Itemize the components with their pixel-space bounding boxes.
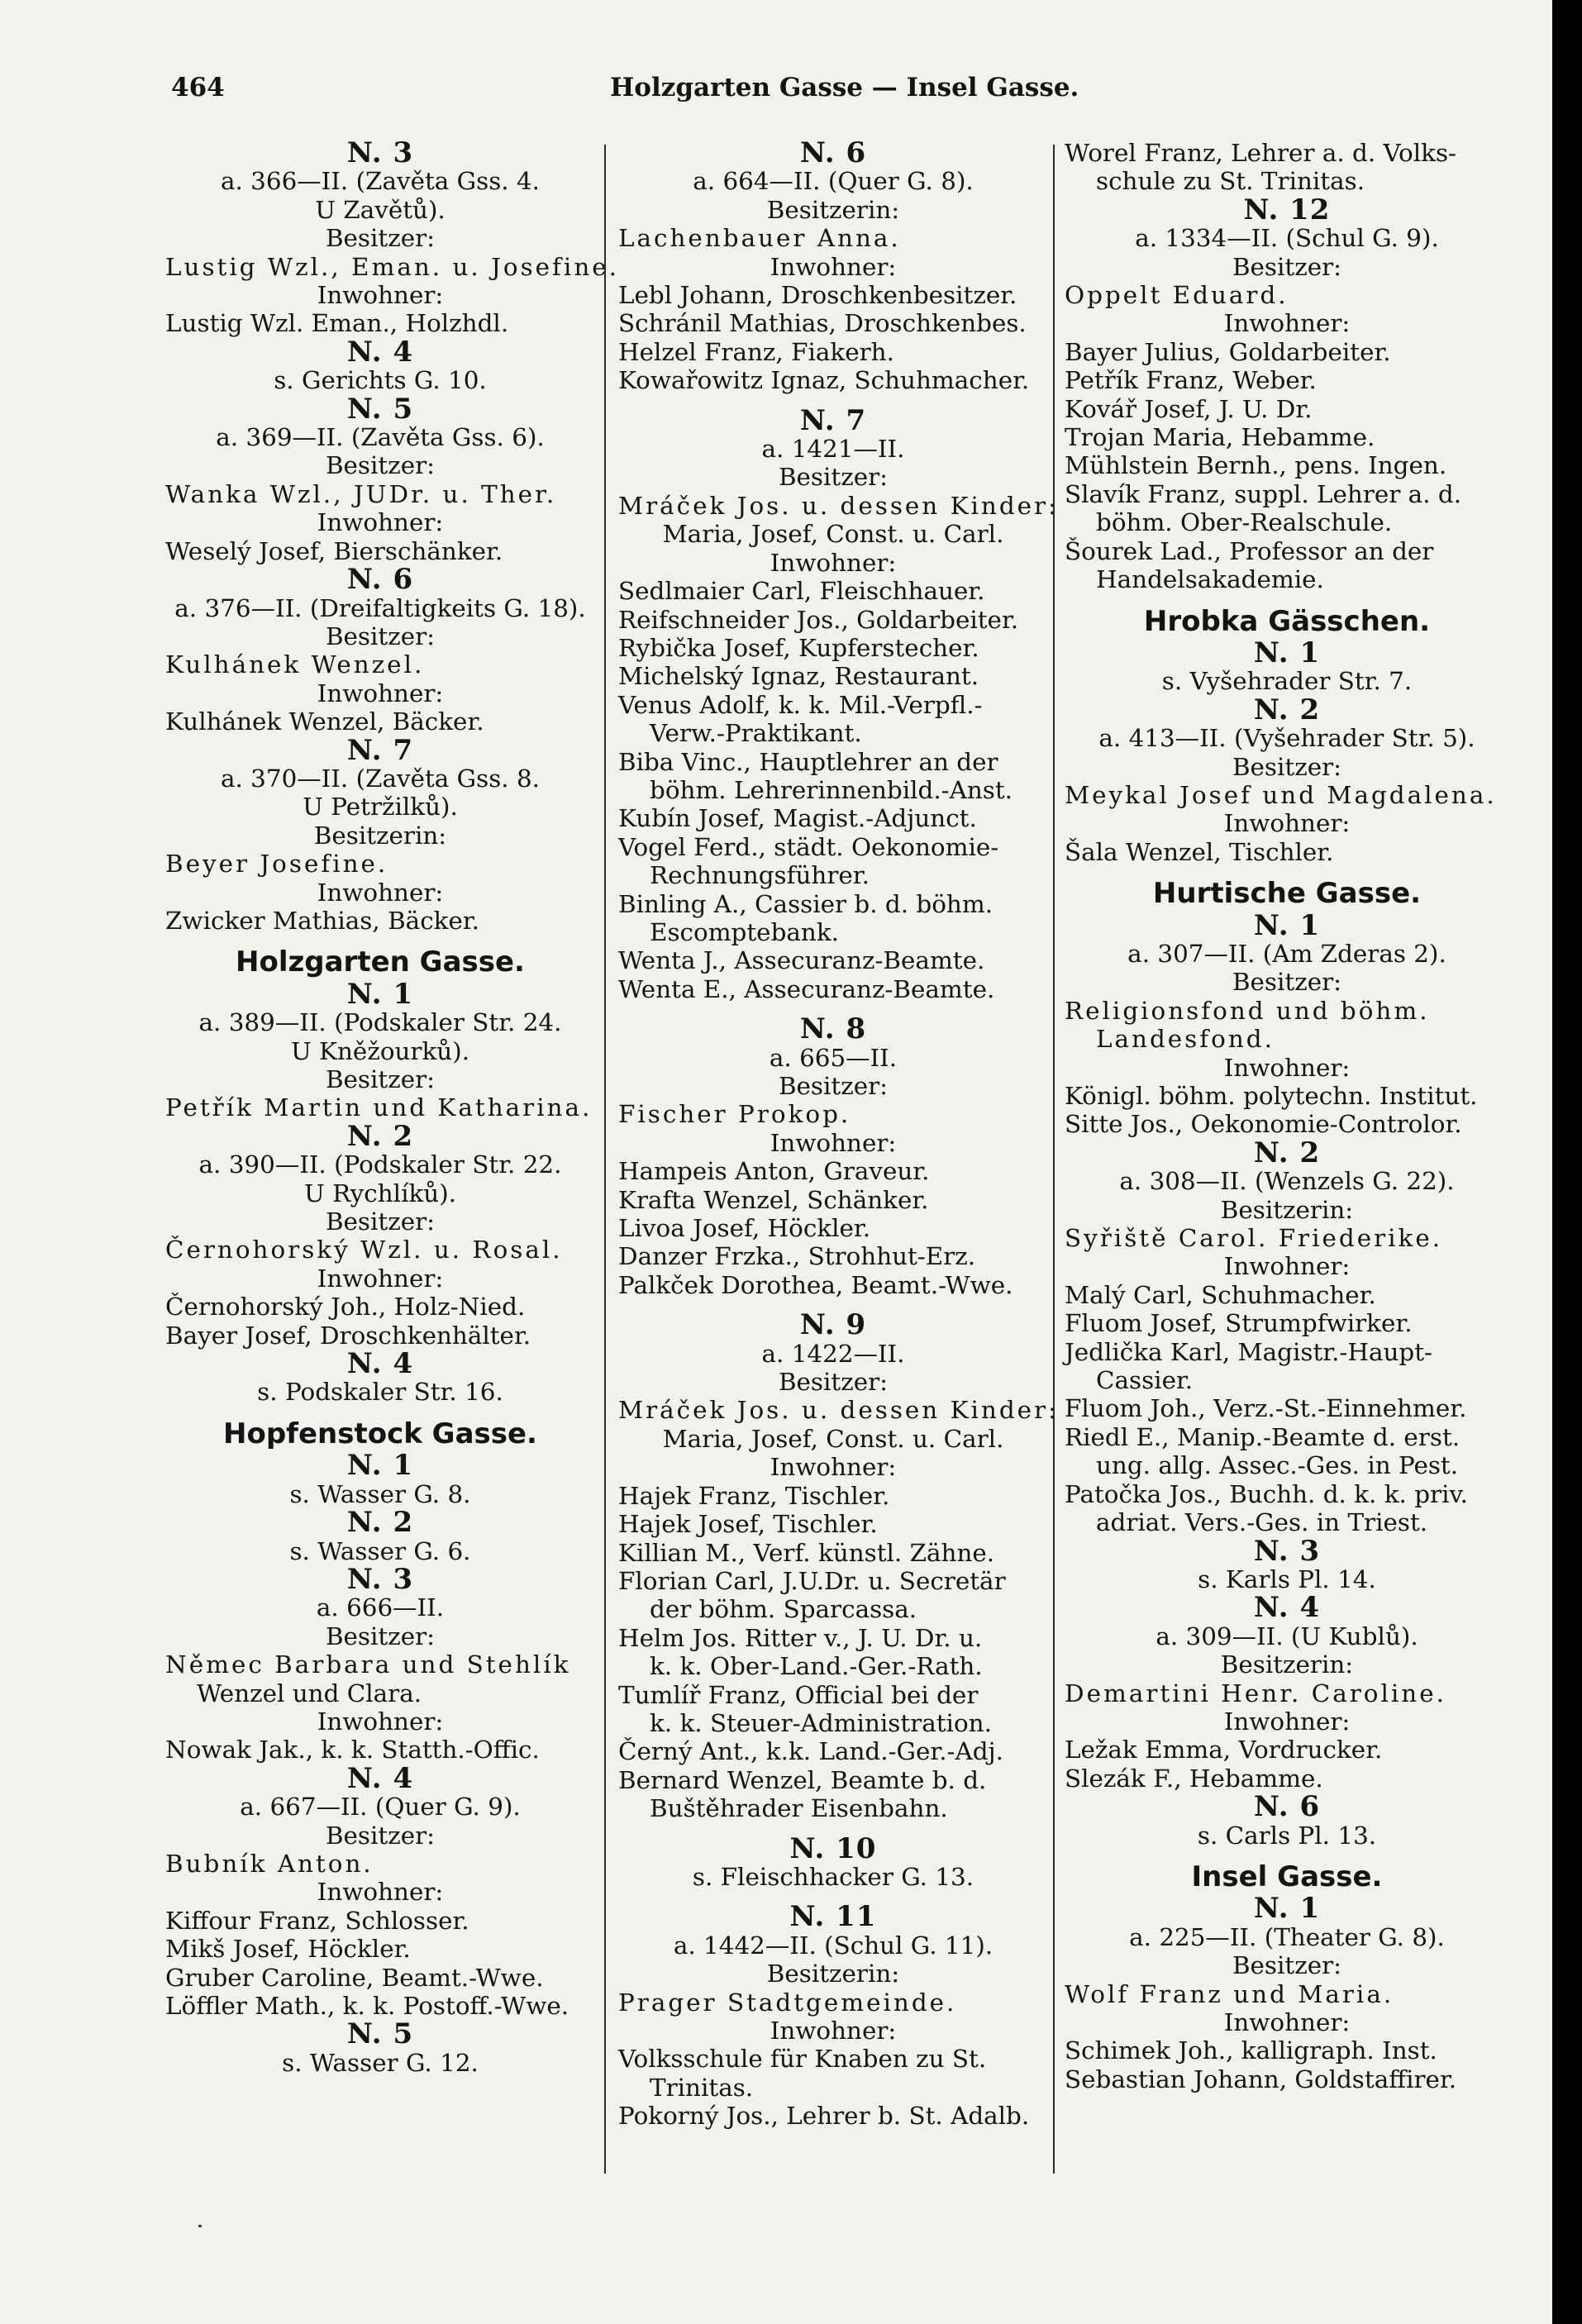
address-line: s. Vyšehrader Str. 7. (1161, 667, 1413, 696)
entry-continuation: Handelsakademie. (1096, 565, 1324, 594)
address-line: Inwohner: (770, 2017, 897, 2045)
entry-line: Petřík Franz, Weber. (1065, 366, 1317, 395)
entry-line: Lustig Wzl. Eman., Holzhdl. (165, 309, 509, 338)
owner-name: Beyer Josefine. (165, 850, 388, 879)
entry-line: Fluom Josef, Strumpfwirker. (1065, 1309, 1413, 1338)
house-number: N. 3 (346, 1562, 414, 1596)
address-line: Inwohner: (317, 508, 444, 537)
entry-line: Rybička Josef, Kupferstecher. (618, 633, 979, 662)
house-number: N. 6 (346, 563, 414, 597)
entry-line: Slezák F., Hebamme. (1065, 1764, 1323, 1793)
column-1 (165, 136, 619, 2077)
owner-name: Wanka Wzl., JUDr. u. Ther. (165, 479, 557, 508)
street-heading: Hrobka Gässchen. (1143, 604, 1431, 638)
owner-name: Mráček Jos. u. dessen Kinder: (618, 1396, 1060, 1425)
entry-line: Hajek Franz, Tischler. (618, 1481, 890, 1510)
address-line: Besitzerin: (313, 821, 447, 850)
address-line: s. Karls Pl. 14. (1198, 1564, 1376, 1593)
address-line: s. Wasser G. 8. (289, 1479, 471, 1508)
address-line: Besitzerin: (766, 1960, 900, 1988)
owner-name: Lustig Wzl., Eman. u. Josefine. (165, 252, 619, 281)
owner-name: Bubník Anton. (165, 1849, 374, 1878)
address-line: Inwohner: (317, 1878, 444, 1907)
address-line: U Rychlíků). (303, 1179, 457, 1207)
address-line: a. 666—II. (316, 1593, 445, 1622)
owner-name: Demartini Henr. Caroline. (1065, 1679, 1446, 1707)
owner-name: Religionsfond und böhm. (1065, 996, 1430, 1025)
entry-line: Sebastian Johann, Goldstaffirer. (1065, 2064, 1457, 2093)
address-line: Besitzer: (325, 1821, 436, 1850)
entry-line: Nowak Jak., k. k. Statth.-Offic. (165, 1736, 540, 1764)
address-line: a. 389—II. (Podskaler Str. 24. (198, 1008, 562, 1037)
entry-line: Florian Carl, J.U.Dr. u. Secretär (618, 1566, 1006, 1595)
address-line: U Zavětů). (315, 195, 446, 224)
address-line: a. 225—II. (Theater G. 8). (1129, 1922, 1445, 1951)
owner-name: Landesfond. (1096, 1025, 1275, 1054)
entry-line: Wenta E., Assecuranz-Beamte. (618, 974, 995, 1003)
entry-continuation: Escomptebank. (650, 917, 839, 946)
address-line: Inwohner: (1223, 1053, 1351, 1082)
address-line: Besitzer: (778, 1368, 889, 1397)
address-line: Besitzerin: (1220, 1195, 1354, 1224)
address-line: Inwohner: (1223, 1707, 1351, 1736)
street-heading: Holzgarten Gasse. (236, 945, 525, 979)
running-title: Holzgarten Gasse — Insel Gasse. (610, 73, 1079, 102)
entry-line: Kulhánek Wenzel, Bäcker. (165, 707, 484, 736)
address-line: Besitzer: (778, 463, 889, 492)
house-number: N. 9 (799, 1308, 867, 1342)
house-number: N. 2 (1253, 693, 1321, 726)
entry-line: Zwicker Mathias, Bäcker. (165, 906, 480, 935)
owner-name: Fischer Prokop. (618, 1100, 851, 1129)
house-number: N. 4 (1253, 1591, 1321, 1625)
address-line: a. 667—II. (Quer G. 9). (240, 1793, 521, 1822)
house-number: N. 1 (1253, 636, 1321, 669)
entry-line: Fluom Joh., Verz.-St.-Einnehmer. (1065, 1394, 1467, 1423)
address-line: a. 370—II. (Zavěta Gss. 8. (220, 764, 541, 793)
entry-line: Bayer Julius, Goldarbeiter. (1065, 337, 1391, 366)
address-line: a. 1421—II. (761, 435, 905, 464)
address-line: Besitzerin: (766, 195, 900, 224)
house-number: N. 2 (346, 1506, 414, 1540)
entry-line: Hampeis Anton, Graveur. (618, 1157, 930, 1186)
address-line: a. 1442—II. (Schul G. 11). (673, 1931, 994, 1960)
owner-name: Prager Stadtgemeinde. (618, 1988, 957, 2017)
entry-line: Kubín Josef, Magist.-Adjunct. (618, 804, 977, 833)
address-line: a. 308—II. (Wenzels G. 22). (1119, 1167, 1455, 1196)
address-line: U Petržilků). (303, 793, 458, 821)
entry-continuation: Buštěhrader Eisenbahn. (650, 1794, 948, 1823)
address-line: a. 309—II. (U Kublů). (1156, 1622, 1418, 1650)
address-line: U Kněžourků). (290, 1036, 470, 1065)
address-line: Inwohner: (317, 1264, 444, 1293)
entry-line: Bernard Wenzel, Beamte b. d. (618, 1765, 987, 1794)
entry-line: Livoa Josef, Höckler. (618, 1214, 871, 1243)
entry-continuation: Trinitas. (650, 2073, 754, 2102)
entry-continuation: böhm. Ober-Realschule. (1096, 508, 1393, 537)
owner-name: Kulhánek Wenzel. (165, 650, 425, 679)
entry-continuation: böhm. Lehrerinnenbild.-Anst. (650, 775, 1013, 804)
entry-line: Slavík Franz, suppl. Lehrer a. d. (1065, 479, 1462, 508)
address-line: s. Wasser G. 6. (289, 1536, 471, 1565)
address-line: s. Wasser G. 12. (282, 2048, 479, 2077)
entry-line: Bayer Josef, Droschkenhälter. (165, 1321, 531, 1350)
entry-line: Biba Vinc., Hauptlehrer an der (618, 747, 998, 776)
entry-line: Pokorný Jos., Lehrer b. St. Adalb. (618, 2102, 1030, 2131)
entry-line: Venus Adolf, k. k. Mil.-Verpfl.- (618, 690, 983, 719)
street-heading: Insel Gasse. (1191, 1860, 1383, 1893)
address-line: Inwohner: (317, 679, 444, 707)
address-line: Inwohner: (317, 1707, 444, 1736)
entry-line: Patočka Jos., Buchh. d. k. k. priv. (1065, 1479, 1468, 1508)
column-2 (618, 136, 1060, 2131)
entry-line: Kovář Josef, J. U. Dr. (1065, 394, 1313, 423)
house-number: N. 2 (1253, 1136, 1321, 1169)
entry-line: Volksschule für Knaben zu St. (618, 2045, 987, 2074)
address-line: s. Fleischhacker G. 13. (692, 1862, 974, 1891)
address-line: Besitzer: (325, 1622, 436, 1650)
address-line: Inwohner: (1223, 1252, 1351, 1281)
entry-line: Mühlstein Bernh., pens. Ingen. (1065, 451, 1447, 480)
address-line: s. Carls Pl. 13. (1197, 1821, 1377, 1850)
house-number: N. 3 (1253, 1534, 1321, 1568)
entry-line: Weselý Josef, Bierschänker. (165, 536, 503, 565)
address-line: Besitzer: (325, 451, 436, 480)
house-number: N. 7 (346, 733, 414, 767)
address-line: Besitzerin: (1220, 1650, 1354, 1679)
entry-line: Schimek Joh., kalligraph. Inst. (1065, 2036, 1437, 2065)
address-line: Inwohner: (1223, 2008, 1351, 2036)
entry-line: Mikš Josef, Höckler. (165, 1935, 411, 1964)
address-line: Besitzer: (325, 621, 436, 650)
address-line: a. 664—II. (Quer G. 8). (693, 167, 974, 196)
address-line: Besitzer: (325, 1207, 436, 1236)
house-number: N. 7 (799, 403, 867, 437)
owner-name: Černohorský Wzl. u. Rosal. (165, 1236, 563, 1264)
entry-line: Helzel Franz, Fiakerh. (618, 337, 894, 366)
entry-continuation: k. k. Ober-Land.-Ger.-Rath. (650, 1652, 983, 1681)
house-number: N. 6 (799, 136, 867, 169)
owner-name: Lachenbauer Anna. (618, 224, 901, 253)
house-number: N. 5 (346, 392, 414, 426)
entry-line: Helm Jos. Ritter v., J. U. Dr. u. (618, 1623, 983, 1652)
entry-continuation: der böhm. Sparcassa. (650, 1595, 917, 1624)
entry-continuation: k. k. Steuer-Administration. (650, 1708, 992, 1737)
house-number: N. 1 (1253, 908, 1321, 942)
entry-line: Šourek Lad., Professor an der (1065, 536, 1434, 565)
entry-line: Michelský Ignaz, Restaurant. (618, 662, 979, 691)
page-header (0, 73, 1552, 114)
column-rule (604, 145, 606, 2174)
entry-line: Binling A., Cassier b. d. böhm. (618, 889, 994, 918)
address-line: Besitzer: (1232, 1951, 1342, 1980)
address-line: a. 665—II. (769, 1043, 898, 1072)
owner-name: Syřiště Carol. Friederike. (1065, 1224, 1443, 1253)
entry-continuation: Verw.-Praktikant. (650, 719, 862, 748)
entry-line: Sitte Jos., Oekonomie-Controlor. (1065, 1110, 1462, 1139)
street-heading: Hopfenstock Gasse. (223, 1417, 537, 1450)
print-speck (198, 2225, 202, 2227)
entry-line: Königl. böhm. polytechn. Institut. (1065, 1082, 1478, 1110)
owner-name: Wolf Franz und Maria. (1065, 1979, 1394, 2008)
house-number: N. 11 (789, 1900, 877, 1934)
entry-continuation: ung. allg. Assec.-Ges. in Pest. (1096, 1451, 1459, 1480)
address-line: a. 366—II. (Zavěta Gss. 4. (220, 167, 541, 196)
column-rule (1053, 145, 1055, 2174)
house-number: N. 1 (346, 977, 414, 1011)
street-heading: Hurtische Gasse. (1152, 877, 1422, 911)
entry-line: Reifschneider Jos., Goldarbeiter. (618, 605, 1019, 634)
house-number: N. 12 (1243, 193, 1331, 226)
address-line: s. Gerichts G. 10. (274, 366, 487, 395)
house-number: N. 1 (1253, 1892, 1321, 1926)
entry-line: Malý Carl, Schuhmacher. (1065, 1280, 1376, 1309)
entry-line: Killian M., Verf. künstl. Zähne. (618, 1538, 995, 1567)
owner-name: Oppelt Eduard. (1065, 281, 1289, 310)
entry-line: Schránil Mathias, Droschkenbes. (618, 309, 1027, 338)
owner-name: Němec Barbara und Stehlík (165, 1650, 571, 1679)
entry-line: Danzer Frzka., Strohhut-Erz. (618, 1242, 976, 1271)
entry-continuation: Rechnungsführer. (650, 861, 870, 890)
house-number: N. 3 (346, 136, 414, 169)
entry-line: Vogel Ferd., städt. Oekonomie- (618, 832, 999, 861)
house-number: N. 2 (346, 1119, 414, 1153)
entry-continuation: Cassier. (1096, 1366, 1194, 1395)
address-line: Besitzer: (325, 1065, 436, 1093)
entry-line: Gruber Caroline, Beamt.-Wwe. (165, 1963, 544, 1992)
entry-line: Riedl E., Manip.-Beamte d. erst. (1065, 1422, 1460, 1451)
entry-line: Černohorský Joh., Holz-Nied. (165, 1293, 526, 1322)
address-line: Besitzer: (1232, 752, 1342, 781)
entry-line: Ležak Emma, Vordrucker. (1065, 1736, 1383, 1764)
owner-name: Petřík Martin und Katharina. (165, 1093, 593, 1122)
address-line: Maria, Josef, Const. u. Carl. (662, 1424, 1004, 1453)
entry-line: Kowařowitz Ignaz, Schuhmacher. (618, 366, 1030, 395)
address-line: a. 307—II. (Am Zderas 2). (1127, 939, 1446, 968)
address-line: Besitzer: (1232, 252, 1342, 281)
house-number: N. 4 (346, 1347, 414, 1381)
address-line: s. Podskaler Str. 16. (257, 1378, 503, 1407)
owner-name: Mráček Jos. u. dessen Kinder: (618, 491, 1060, 520)
address-line: Inwohner: (1223, 809, 1351, 838)
house-number: N. 1 (346, 1449, 414, 1483)
house-number: N. 5 (346, 2017, 414, 2051)
entry-line: Sedlmaier Carl, Fleischhauer. (618, 577, 985, 606)
address-line: Besitzer: (325, 224, 436, 253)
address-line: a. 413—II. (Vyšehrader Str. 5). (1098, 724, 1475, 753)
entry-line: Hajek Josef, Tischler. (618, 1510, 878, 1539)
entry-line: Černý Ant., k.k. Land.-Ger.-Adj. (618, 1737, 1003, 1766)
address-line: Inwohner: (770, 1453, 897, 1482)
house-number: N. 4 (346, 335, 414, 369)
entry-line: Trojan Maria, Hebamme. (1065, 423, 1375, 452)
entry-line: Wenta J., Assecuranz-Beamte. (618, 946, 985, 975)
address-line: a. 390—II. (Podskaler Str. 22. (198, 1150, 562, 1179)
address-line: Inwohner: (770, 548, 897, 577)
entry-line: Tumlíř Franz, Official bei der (618, 1680, 979, 1709)
address-line: a. 1334—II. (Schul G. 9). (1135, 224, 1439, 253)
address-line: a. 376—II. (Dreifaltigkeits G. 18). (174, 593, 586, 622)
entry-line: Kiffour Franz, Schlosser. (165, 1906, 469, 1935)
entry-line: Palkček Dorothea, Beamt.-Wwe. (618, 1270, 1013, 1299)
address-line: Maria, Josef, Const. u. Carl. (662, 520, 1004, 549)
house-number: N. 6 (1253, 1790, 1321, 1824)
house-number: N. 4 (346, 1761, 414, 1795)
column-3 (1065, 139, 1509, 2093)
entry-line: Löffler Math., k. k. Postoff.-Wwe. (165, 1992, 569, 2020)
entry-line: Krafta Wenzel, Schänker. (618, 1185, 929, 1214)
address-line: Inwohner: (770, 252, 897, 281)
address-line: Besitzer: (778, 1072, 889, 1100)
house-number: N. 10 (789, 1831, 877, 1865)
entry-line: Lebl Johann, Droschkenbesitzer. (618, 281, 1017, 310)
address-line: a. 1422—II. (761, 1339, 905, 1368)
page-number: 464 (171, 73, 225, 102)
entry-continuation: Wenzel und Clara. (197, 1679, 422, 1707)
address-line: Inwohner: (317, 281, 444, 310)
address-line: Inwohner: (770, 1128, 897, 1157)
address-line: Inwohner: (1223, 309, 1351, 338)
house-number: N. 8 (799, 1012, 867, 1046)
address-line: Inwohner: (317, 878, 444, 907)
address-line: a. 369—II. (Zavěta Gss. 6). (216, 423, 545, 452)
owner-name: Meykal Josef und Magdalena. (1065, 780, 1497, 809)
entry-continuation: schule zu St. Trinitas. (1096, 167, 1365, 196)
entry-line: Worel Franz, Lehrer a. d. Volks- (1065, 139, 1456, 167)
entry-line: Šala Wenzel, Tischler. (1065, 837, 1334, 866)
entry-line: Jedlička Karl, Magistr.-Haupt- (1065, 1337, 1432, 1366)
address-line: Besitzer: (1232, 968, 1342, 997)
entry-continuation: adriat. Vers.-Ges. in Triest. (1096, 1508, 1428, 1537)
